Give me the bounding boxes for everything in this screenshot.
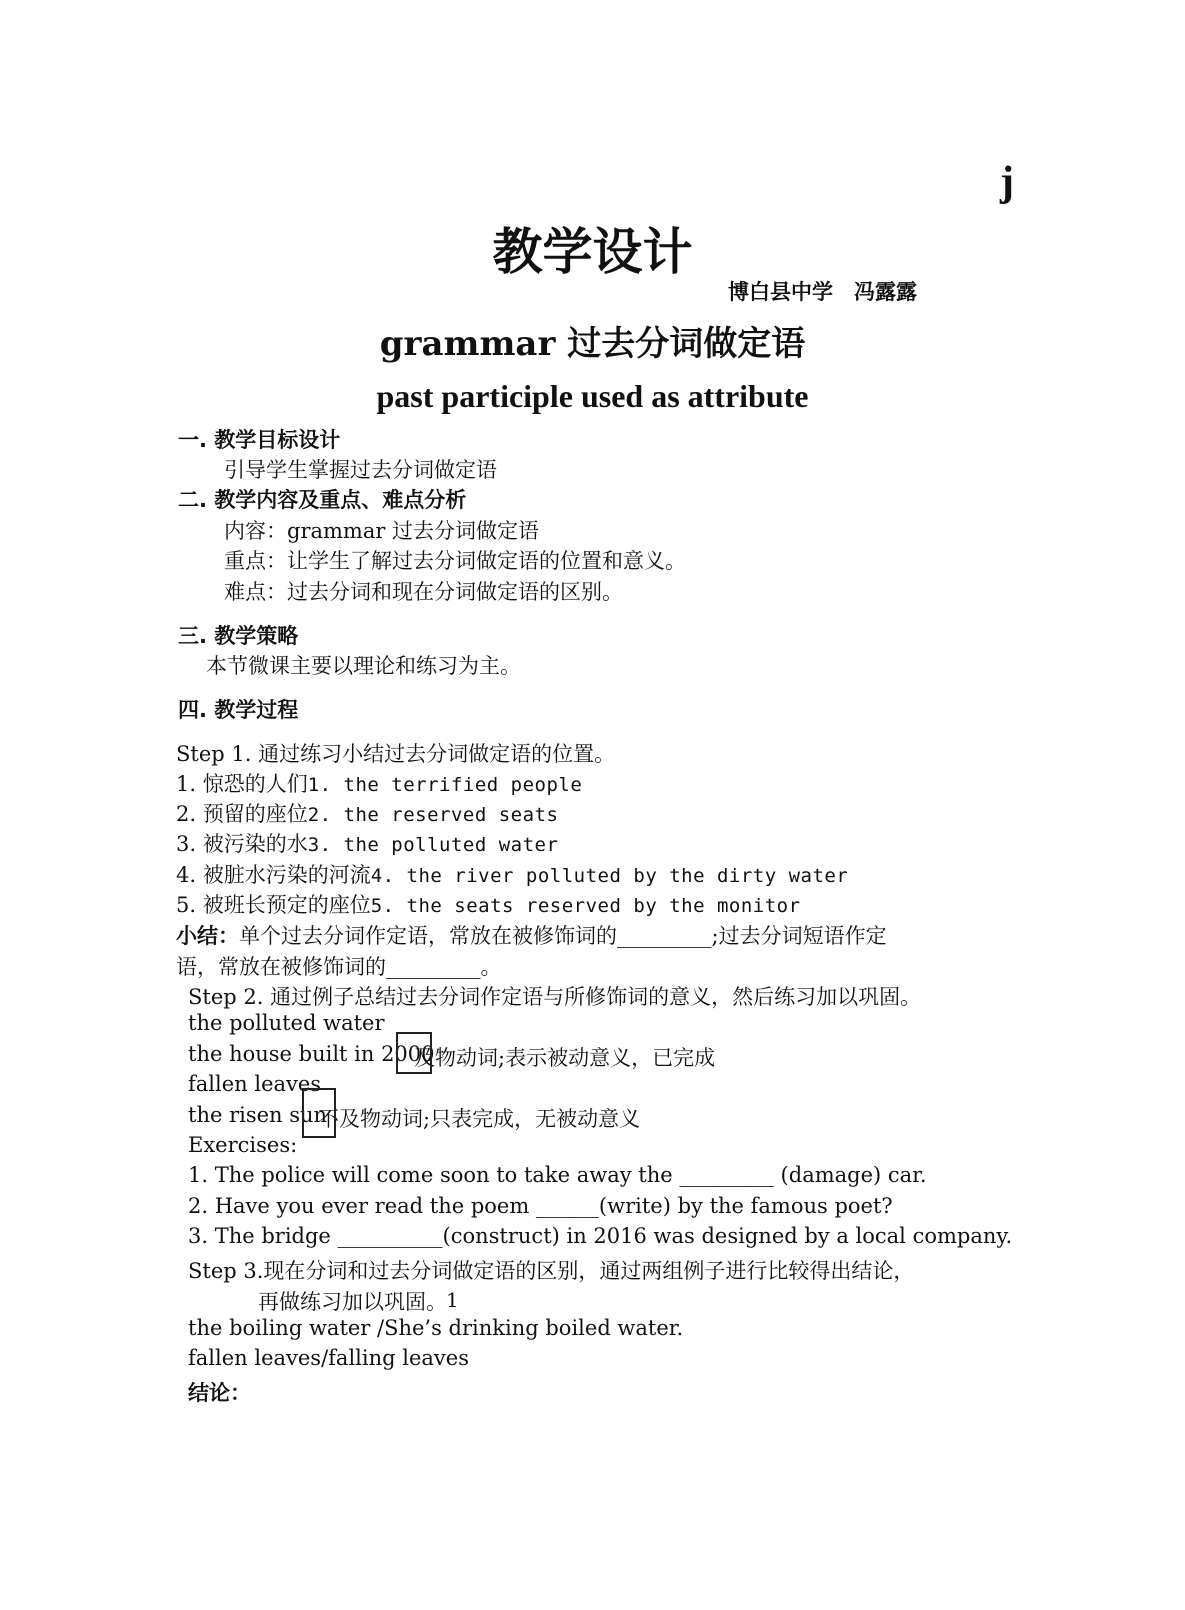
step-2-example: the house built in 2000 [188, 1042, 435, 1066]
subtitle-chinese: grammar 过去分词做定语 [379, 324, 806, 364]
conclusion-label: 结论： [188, 1381, 251, 1405]
item-english: 3. the polluted water [307, 834, 559, 856]
item-english: 2. the reserved seats [307, 804, 559, 826]
item-english: 4. the river polluted by the dirty water [370, 865, 849, 887]
section-1-body: 引导学生掌握过去分词做定语 [224, 458, 497, 482]
step-1-item [176, 889, 801, 919]
step-2-note-transitive: 及物动词;表示被动意义，已完成 [414, 1046, 716, 1070]
step-3-example: fallen leaves/falling leaves [188, 1346, 469, 1370]
item-chinese: 5. 被班长预定的座位 [176, 893, 371, 917]
step-2-example: fallen leaves [188, 1072, 322, 1096]
step-2-example: the risen sun [188, 1103, 328, 1127]
step-1-summary [176, 920, 887, 950]
corner-mark: j [1000, 159, 1014, 205]
item-chinese: 3. 被污染的水 [176, 832, 308, 856]
section-2-key-point: 重点：让学生了解过去分词做定语的位置和意义。 [224, 549, 686, 573]
step-3-title: Step 3.现在分词和过去分词做定语的区别，通过两组例子进行比较得出结论， [188, 1259, 915, 1283]
box-marker [396, 1032, 432, 1074]
box-marker [302, 1088, 336, 1138]
exercises-label: Exercises: [188, 1133, 298, 1157]
step-1-item [176, 859, 848, 889]
step-1-item [176, 768, 582, 798]
section-2-difficult-point: 难点：过去分词和现在分词做定语的区别。 [224, 580, 623, 604]
page-title: 教学设计 [492, 223, 693, 281]
section-3-body: 本节微课主要以理论和练习为主。 [206, 654, 521, 678]
item-english: 5. the seats reserved by the monitor [370, 895, 801, 917]
step-2-title: Step 2. 通过例子总结过去分词作定语与所修饰词的意义，然后练习加以巩固。 [188, 985, 922, 1009]
summary-text: 单个过去分词作定语，常放在被修饰词的_________;过去分词短语作定 [239, 924, 887, 948]
item-english: 1. the terrified people [307, 774, 583, 796]
page-number: 1 [446, 1288, 459, 1312]
exercise-item: 2. Have you ever read the poem ______(write) by the famous poet? [188, 1194, 893, 1218]
item-chinese: 4. 被脏水污染的河流 [176, 863, 371, 887]
exercise-item: 1. The police will come soon to take away the _________ (damage) car. [188, 1163, 927, 1187]
subtitle-english: past participle used as attribute [376, 378, 809, 414]
section-2-content: 内容：grammar 过去分词做定语 [224, 519, 540, 543]
section-3-heading: 三. 教学策略 [178, 624, 299, 648]
exercise-item: 3. The bridge __________(construct) in 2016 was designed by a local company. [188, 1224, 1013, 1248]
step-2-note-intransitive: 不及物动词;只表完成，无被动意义 [318, 1107, 641, 1131]
item-chinese: 1. 惊恐的人们 [176, 772, 308, 796]
step-1-summary-cont: 语，常放在被修饰词的_________。 [176, 955, 502, 979]
step-3-title-cont: 再做练习加以巩固。 [258, 1290, 447, 1314]
section-4-heading: 四. 教学过程 [178, 698, 299, 722]
author-line: 博白县中学 冯露露 [728, 280, 917, 304]
step-1-title: Step 1. 通过练习小结过去分词做定语的位置。 [176, 742, 616, 766]
step-1-item [176, 798, 558, 828]
section-2-heading: 二. 教学内容及重点、难点分析 [178, 488, 467, 512]
summary-label: 小结： [176, 924, 239, 948]
item-chinese: 2. 预留的座位 [176, 802, 308, 826]
step-1-item [176, 828, 558, 858]
section-1-heading: 一. 教学目标设计 [178, 428, 341, 452]
step-2-example: the polluted water [188, 1011, 385, 1035]
step-3-example: the boiling water /She’s drinking boiled water. [188, 1316, 684, 1340]
